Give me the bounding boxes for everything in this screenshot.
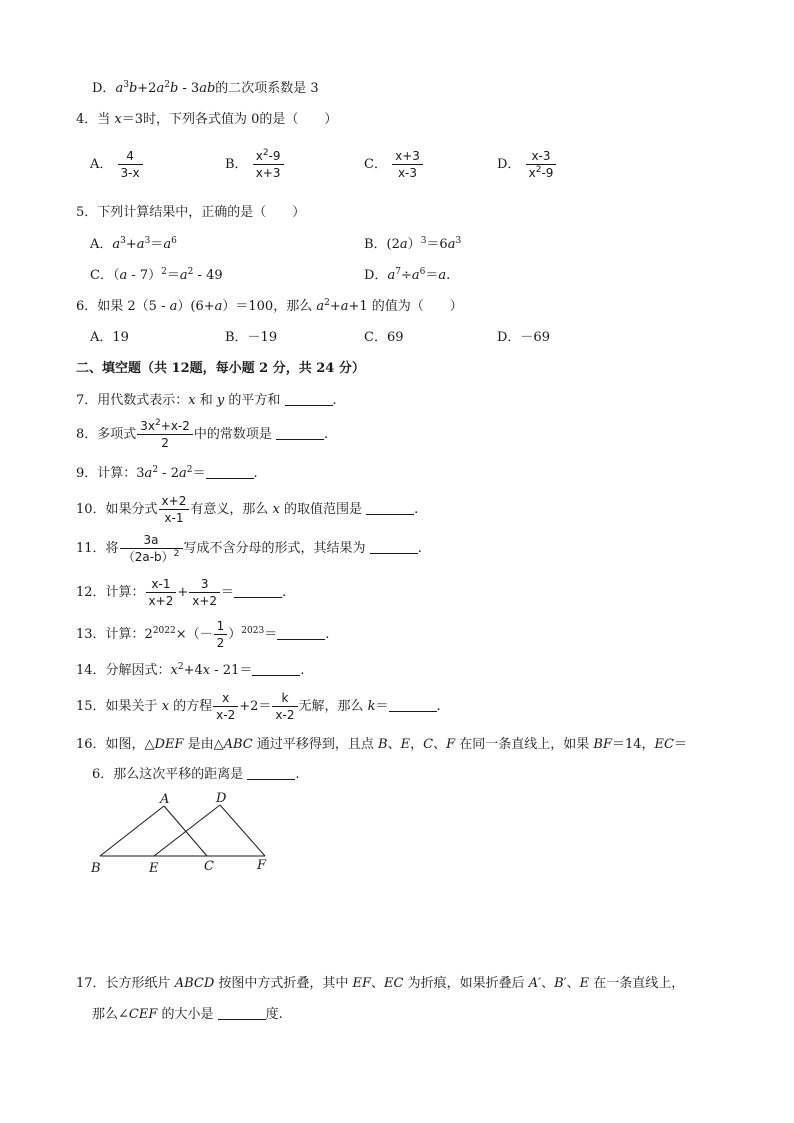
question-6-stem: 6．如果 2（5 - a）(6+a）＝100，那么 $a^2+a+1$ 的值为（ ） (76, 298, 463, 314)
q4-option-a: A． $\frac{4}{3-x}$ (90, 148, 144, 181)
segment-ab (100, 806, 164, 856)
question-16-line-1: 16．如图，△DEF 是由△ABC 通过平移得到，且点 B、E，C、F 在同一条直线上，如果 BF＝14，EC＝ (76, 737, 687, 752)
answer-blank[interactable] (285, 392, 333, 406)
q6-option-a: A．19 (90, 330, 129, 345)
question-11: 11．将 $\frac{3a}{(2a-b)^2}$ 写成不含分母的形式，其结果为 . (76, 533, 422, 564)
translation-triangles-figure (85, 790, 285, 880)
q5-option-c: C．$(a - 7)^2=a^2 - 49$ (90, 267, 223, 283)
q6-option-c: C．69 (364, 330, 404, 345)
answer-blank[interactable] (234, 584, 282, 598)
fraction: $\frac{3}{x+2}$ (189, 576, 220, 609)
question-17-line-1: 17．长方形纸片 ABCD 按图中方式折叠，其中 EF、EC 为折痕，如果折叠后 A′、B′、E 在一条直线上， (76, 976, 685, 991)
fraction: $\frac{x}{x-2}$ (213, 690, 238, 723)
answer-blank[interactable] (277, 626, 325, 640)
section-heading: 二、填空题（共 12题，每小题 2 分，共 24 分） (76, 361, 365, 376)
vertex-label-e: E (149, 861, 159, 876)
answer-blank[interactable] (252, 662, 300, 676)
segment-df (220, 805, 265, 856)
q5-option-b: B．$(2a)^3=6a^3$ (364, 236, 462, 252)
fraction: $\frac{1}{2}$ (214, 618, 228, 651)
q6-option-d: D．－69 (497, 330, 550, 345)
fraction: $\frac{x^2-9}{x+3}$ (253, 148, 284, 181)
fraction: $\frac{x+2}{x-1}$ (159, 493, 190, 526)
question-10: 10．如果分式 $\frac{x+2}{x-1}$ 有意义，那么 x 的取值范围是 . (76, 494, 419, 525)
fraction: $\frac{k}{x-2}$ (272, 690, 297, 723)
fraction: $\frac{x+3}{x-3}$ (392, 148, 423, 181)
fraction: $\frac{x-1}{x+2}$ (146, 576, 177, 609)
vertex-label-a: A (160, 792, 170, 807)
fraction: $\frac{4}{3-x}$ (118, 148, 143, 181)
question-12: 12．计算： $\frac{x-1}{x+2}$ + $\frac{3}{x+2}$ ＝ . (76, 577, 287, 608)
fraction: $\frac{x-3}{x^2-9}$ (526, 148, 557, 181)
answer-blank[interactable] (206, 465, 254, 479)
fraction: $\frac{3x^2+x-2}{2}$ (137, 418, 193, 451)
answer-blank[interactable] (276, 426, 324, 440)
question-13: 13．计算：$2^{2022}\times(-$ $\frac{1}{2}$ ）$^{2023}$＝ . (76, 619, 330, 650)
question-15: 15．如果关于 x 的方程 $\frac{x}{x-2}$ +2＝ $\frac{k}{x-2}$ 无解，那么 k＝ . (76, 691, 441, 722)
answer-blank[interactable] (218, 1006, 266, 1020)
q5-option-a: A．$a^3+a^3=a^6$ (90, 236, 177, 252)
question-16-line-2: 6．那么这次平移的距离是 . (92, 767, 300, 782)
fraction: $\frac{3a}{(2a-b)^2}$ (120, 532, 183, 565)
option-label: D． (92, 81, 116, 96)
q4-option-d: D． $\frac{x-3}{x^2-9}$ (497, 148, 557, 181)
question-5-stem: 5．下列计算结果中，正确的是（ ） (76, 205, 306, 220)
segment-ac (164, 806, 207, 856)
question-9: 9．计算：$3a^2 - 2a^2=$ . (76, 465, 258, 481)
vertex-label-b: B (91, 861, 101, 876)
vertex-label-f: F (257, 858, 267, 873)
question-17-line-2: 那么∠CEF 的大小是 度. (92, 1007, 283, 1022)
question-7: 7．用代数式表示：x 和 y 的平方和 . (76, 393, 337, 408)
q3-option-d: D．$a^3b+2a^2b - 3ab$的二次项系数是 3 (92, 80, 319, 96)
vertex-label-c: C (204, 859, 214, 874)
answer-blank[interactable] (366, 501, 414, 515)
q4-option-b: B． $\frac{x^2-9}{x+3}$ (225, 148, 285, 181)
question-14: 14．分解因式：$x^2+4x - 21=$ . (76, 662, 305, 678)
q4-option-c: C． $\frac{x+3}{x-3}$ (364, 148, 424, 181)
question-4-stem: 4．当 x＝3时，下列各式值为 0的是（ ） (76, 112, 338, 127)
segment-ed (154, 805, 220, 856)
vertex-label-d: D (216, 791, 227, 806)
q5-option-d: D．$a^7\div a^6=a$. (364, 267, 451, 283)
q6-option-b: B．－19 (225, 330, 278, 345)
answer-blank[interactable] (247, 766, 295, 780)
answer-blank[interactable] (370, 540, 418, 554)
answer-blank[interactable] (389, 698, 437, 712)
question-8: 8．多项式 $\frac{3x^2+x-2}{2}$ 中的常数项是 . (76, 418, 329, 450)
